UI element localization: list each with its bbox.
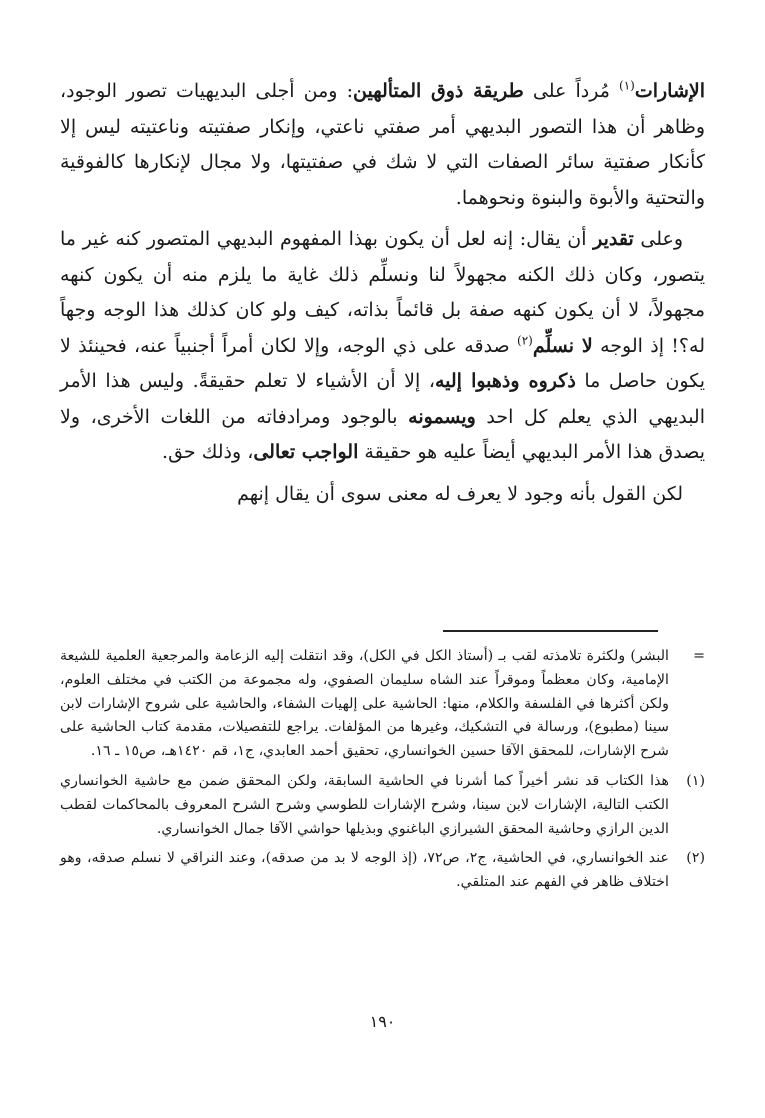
footnote-marker: (٢) (686, 850, 705, 867)
footnote-ref: (٢) (517, 333, 533, 348)
text-run: : ومن أجلى البديهيات تصور الوجود، وظاهر أن هذا التصور البديهي أمر صفتي ناعتي، وإنكار صفتيته وناعتيته ليس إلا كأنكار صفتية سائر الصفات التي لا شك في صفتيتها، ولا مجال لإنكارها كالفوقية والتحتية والأبوة والبنوة ونحوهما. (60, 80, 705, 209)
text-run: لكن القول بأنه وجود لا يعرف له معنى سوى أن يقال إنهم (237, 482, 683, 505)
footnote-2 (60, 847, 705, 895)
bold-term: ويسمونه (408, 405, 476, 428)
footnote-ref: (١) (619, 78, 635, 93)
text-run: مُرداً على (523, 80, 620, 102)
bold-term: الإشارات (634, 80, 706, 102)
footnote-text: عند الخوانساري، في الحاشية، ج٢، ص٧٢، (إذ الوجه لا بد من صدقه)، وعند النراقي لا نسلم صدقه، وهو اختلاف ظاهر في الفهم عند المتلقي. (60, 850, 669, 891)
text-run: ، وذلك حق. (162, 441, 254, 463)
footnote-separator (443, 630, 658, 632)
footnote-marker: = (693, 648, 705, 664)
footnote-text: البشر) ولكثرة تلامذته لقب بـ (أستاذ الكل في الكل)، وقد انتقلت إليه الزعامة والمرجعية العلمية للشيعة الإمامية، وكان معظماً وموقراً عند الشاه سليمان الصفوي، وله مجموعة من الكتب في مختلف العلوم، ولكن أكثرها في الفلسفة والكلام، منها: الحاشية على إلهيات الشفاء، والحاشية على شروح الإشارات لابن سينا (مطبوع)، ورسالة في التشكيك، وغيرها من المؤلفات. يراجع للتفصيلات، مقدمة كتاب الحاشية على شرح الإشارات، للمحقق الآقا حسين الخوانساري، تحقيق أحمد العابدي، ج١، قم ١٤٢٠هـ، ص١٥ ـ ١٦. (60, 648, 669, 760)
footnote-text: هذا الكتاب قد نشر أخيراً كما أشرنا في الحاشية السابقة، ولكن المحقق ضمن مع حاشية الخوانساري الكتب التالية، الإشارات لابن سينا، وشرح الإشارات للطوسي وشرح الشرح المعروف بالمحاكمات لقطب الدين الرازي وحاشية المحقق الشيرازي الباغنوي وبذيلها حواشي الآقا جمال الخوانساري. (60, 772, 669, 837)
bold-term: تقدير (593, 228, 634, 250)
text-run: بالوجود ومرادفاته من اللغات الأخرى، ولا يصدق هذا الأمر البديهي أيضاً عليه هو حقيقة (60, 405, 705, 463)
bold-term: طريقة ذوق المتألهين (353, 80, 524, 102)
text-run: وعلى (633, 228, 684, 250)
text-run: أن يقال: إنه لعل أن يكون بهذا المفهوم البديهي المتصور كنه غير ما يتصور، وكان ذلك الكنه مجهولاً لنا ونسلِّم ذلك غاية ما يلزم منه أن يكون كنهه مجهولاً، لا أن يكون كنهه صفة بل قائماً بذاته، كيف ولو كان كذلك هذا الوجه وجهاً له؟! إذ الوجه (60, 228, 705, 357)
text-run: ، إلا أن الأشياء لا تعلم حقيقةً. وليس هذا الأمر البديهي الذي يعلم كل احد (60, 370, 706, 428)
paragraph-2 (60, 222, 705, 471)
paragraph-1 (60, 74, 705, 216)
footnote-1 (60, 770, 705, 841)
bold-term: لا نسلِّم (532, 334, 593, 357)
text-run: صدقه على ذي الوجه، وإلا لكان أمراً أجنبياً عنه، فحينئذ لا يكون حاصل ما (60, 334, 705, 392)
page-number: ١٩٠ (369, 1012, 396, 1031)
paragraph-3 (60, 477, 705, 513)
footnotes (60, 645, 705, 901)
bold-term: الواجب تعالى (253, 441, 359, 463)
main-text (60, 74, 705, 518)
footnote-marker: (١) (686, 772, 705, 789)
bold-term: ذكروه وذهبوا إليه (434, 370, 576, 392)
footnote-continued (60, 645, 705, 764)
